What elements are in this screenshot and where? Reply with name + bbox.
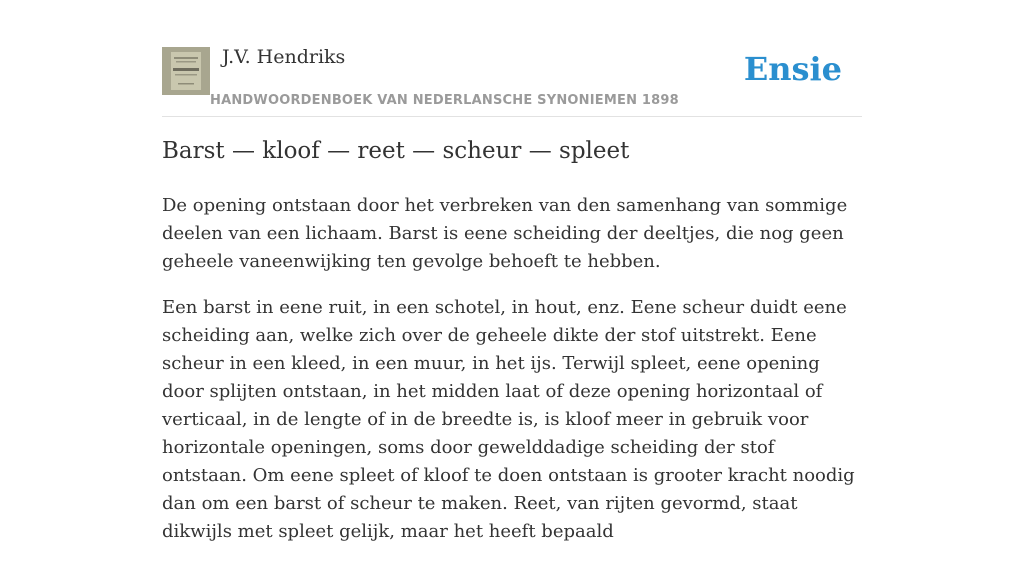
paragraph-2: Een barst in eene ruit, in een schotel, in hout, enz. Eene scheur duidt eene scheiding aan, welke zich over de geheele dikte der stof uitstrekt. Eene scheur in een kleed, in een muur, in het ijs. Terwijl spleet, eene opening door splijten ontstaan, in het midden laat of deze opening horizontaal of verticaal, in de lengte of in de breedte is, is kloof meer in gebruik voor horizontale openingen, soms door gewelddadige scheiding der stof ontstaan. Om eene spleet of kloof te doen ontstaan is grooter kracht noodig dan om een barst of scheur te maken. Reet, van rijten gevormd, staat dikwijls met spleet gelijk, maar het heeft bepaald bbox=[162, 297, 855, 542]
source-title[interactable]: HANDWOORDENBOEK VAN NEDERLANSCHE SYNONIEMEN 1898 bbox=[210, 93, 679, 108]
site-logo[interactable]: Ensie bbox=[743, 50, 842, 88]
author-name[interactable]: J.V. Hendriks bbox=[222, 46, 346, 68]
page-title: Barst — kloof — reet — scheur — spleet bbox=[162, 138, 630, 164]
header bbox=[162, 40, 862, 117]
article-body bbox=[162, 192, 862, 564]
paragraph-1: De opening ontstaan door het verbreken van den samenhang van sommige deelen van een lichaam. Barst is eene scheiding der deeltjes, die nog geen geheele vaneenwijking ten gevolge behoeft te hebben. bbox=[162, 195, 848, 272]
book-cover-icon[interactable] bbox=[162, 47, 210, 95]
